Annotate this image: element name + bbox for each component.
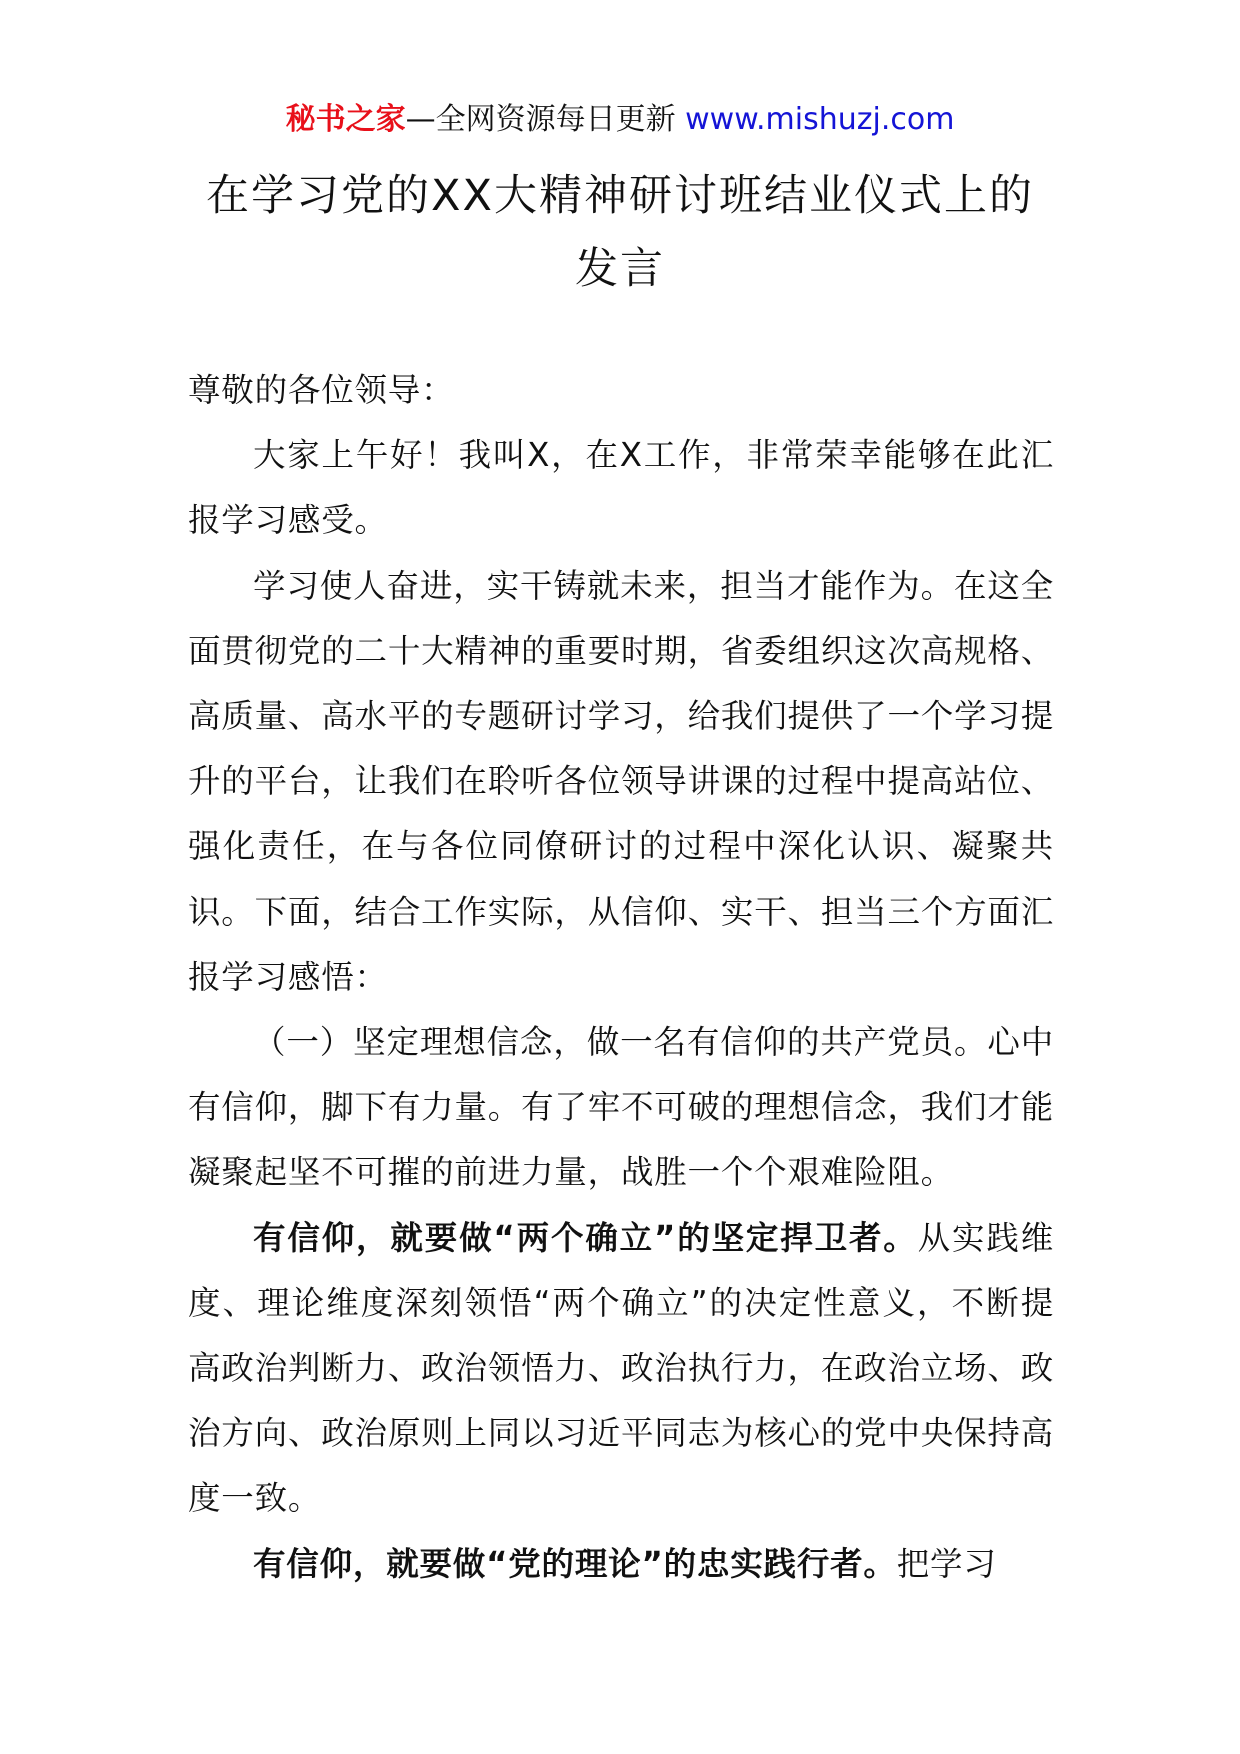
paragraph-lead: 有信仰，就要做“两个确立”的坚定捍卫者。 <box>253 1218 918 1257</box>
paragraph-section-one: （一）坚定理想信念，做一名有信仰的共产党员。心中有信仰，脚下有力量。有了牢不可破的理想信念，我们才能凝聚起坚不可摧的前进力量，战胜一个个艰难险阻。 <box>188 1023 1054 1192</box>
site-url-link[interactable]: www.mishuzj.com <box>685 102 955 137</box>
paragraph-greeting: 大家上午好！我叫X，在X工作，非常荣幸能够在此汇报学习感受。 <box>188 436 1054 540</box>
paragraph-intro: 学习使人奋进，实干铸就未来，担当才能作为。在这全面贯彻党的二十大精神的重要时期，省委组织这次高规格、高质量、高水平的专题研讨学习，给我们提供了一个学习提升的平台，让我们在聆听各位领导讲课的过程中提高站位、强化责任，在与各位同僚研讨的过程中深化认识、凝聚共识。下面，结合工作实际，从信仰、实干、担当三个方面汇报学习感悟： <box>188 566 1054 996</box>
document-title: 在学习党的XX大精神研讨班结业仪式上的发言 <box>206 171 1034 294</box>
paragraph-point-party-theory <box>188 1532 1054 1597</box>
paragraph-body: 从实践维度、理论维度深刻领悟“两个确立”的决定性意义，不断提高政治判断力、政治领悟力、政治执行力，在政治立场、政治方向、政治原则上同以习近平同志为核心的党中央保持高度一致。 <box>188 1218 1054 1518</box>
site-header <box>0 98 1240 142</box>
paragraph-point-two-establishments <box>188 1206 1054 1532</box>
header-slogan: —全网资源每日更新 <box>405 102 676 137</box>
salutation: 尊敬的各位领导： <box>188 371 455 409</box>
paragraph-lead: 有信仰，就要做“党的理论”的忠实践行者。 <box>253 1544 897 1583</box>
document-body <box>188 358 1054 1597</box>
brand-name: 秘书之家 <box>285 102 406 137</box>
paragraph-body: 把学习 <box>896 1544 997 1583</box>
